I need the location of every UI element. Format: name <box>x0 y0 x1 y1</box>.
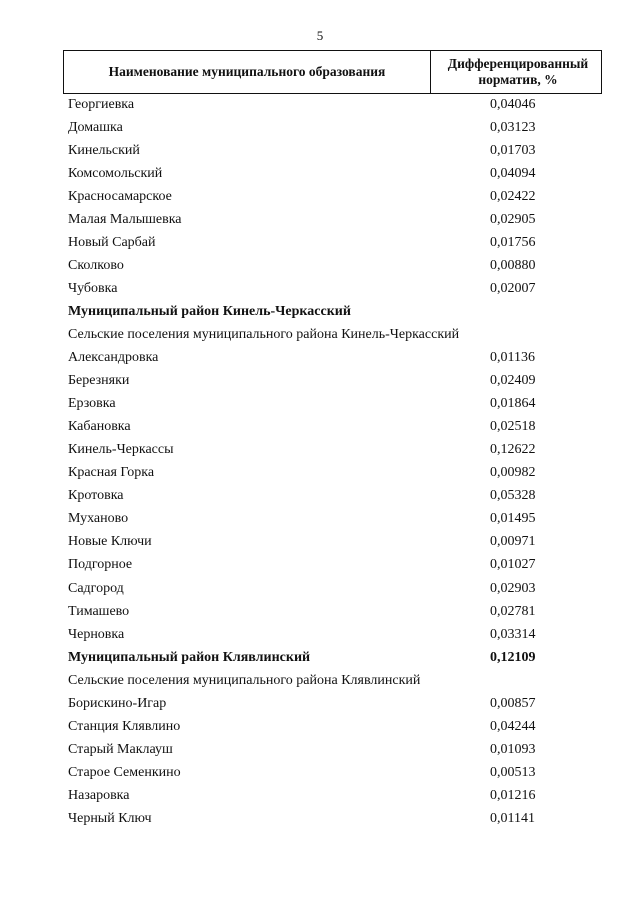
row-name: Тимашево <box>68 603 130 619</box>
header-normative-line2: норматив, % <box>478 72 558 87</box>
row-name: Кротовка <box>68 488 124 504</box>
row-name: Кинельский <box>68 142 140 158</box>
header-normative-line1: Дифференцированный <box>447 56 589 71</box>
row-value: 0,01216 <box>490 787 536 803</box>
row-value: 0,02903 <box>490 580 536 596</box>
table-row <box>68 508 608 531</box>
table-row <box>68 93 608 116</box>
row-name: Муниципальный район Кинель-Черкасский <box>68 303 351 319</box>
row-name: Комсомольский <box>68 165 163 181</box>
row-name: Старое Семенкино <box>68 764 181 780</box>
row-value: 0,12622 <box>490 442 536 458</box>
row-name: Красная Горка <box>68 465 155 481</box>
row-name: Красносамарское <box>68 188 172 204</box>
row-name: Александровка <box>68 350 159 366</box>
table-row <box>68 531 608 554</box>
row-value: 0,00982 <box>490 465 536 481</box>
row-name: Назаровка <box>68 787 130 803</box>
table-row <box>68 761 608 784</box>
row-value: 0,00857 <box>490 695 536 711</box>
header-municipality-name: Наименование муниципального образования <box>64 51 431 93</box>
row-value: 0,01756 <box>490 234 536 250</box>
row-name: Черный Ключ <box>68 810 152 826</box>
row-value: 0,01027 <box>490 557 536 573</box>
row-value: 0,01703 <box>490 142 536 158</box>
table-row <box>68 277 608 300</box>
table-header <box>63 50 602 94</box>
row-value: 0,03314 <box>490 626 536 642</box>
row-value: 0,03123 <box>490 119 536 135</box>
row-name: Старый Маклауш <box>68 741 173 757</box>
row-value: 0,02905 <box>490 211 536 227</box>
subheader-row <box>68 669 608 692</box>
table-row <box>68 623 608 646</box>
row-name: Малая Малышевка <box>68 211 182 227</box>
table-row <box>68 600 608 623</box>
row-name: Борискино-Игар <box>68 695 167 711</box>
row-name: Сельские поселения муниципального района Клявлинский <box>68 672 421 688</box>
row-name: Муниципальный район Клявлинский <box>68 649 311 665</box>
row-value: 0,02422 <box>490 188 536 204</box>
row-value: 0,02409 <box>490 373 536 389</box>
row-name: Березняки <box>68 373 130 389</box>
subheader-row <box>68 323 608 346</box>
row-name: Станция Клявлино <box>68 718 181 734</box>
district-row <box>68 646 608 669</box>
table-row <box>68 370 608 393</box>
row-value: 0,01864 <box>490 396 536 412</box>
row-value: 0,04094 <box>490 165 536 181</box>
page-number: 5 <box>316 28 324 43</box>
table-row <box>68 554 608 577</box>
row-name: Черновка <box>68 626 125 642</box>
row-name: Сколково <box>68 257 124 273</box>
header-normative <box>431 51 601 93</box>
table-row <box>68 784 608 807</box>
row-name: Новые Ключи <box>68 534 152 550</box>
row-name: Муханово <box>68 511 129 527</box>
table-row <box>68 162 608 185</box>
table-row <box>68 807 608 830</box>
row-name: Подгорное <box>68 557 133 573</box>
row-name: Кинель-Черкассы <box>68 442 174 458</box>
table-body <box>68 93 608 831</box>
table-row <box>68 139 608 162</box>
table-row <box>68 347 608 370</box>
table-row <box>68 185 608 208</box>
row-name: Новый Сарбай <box>68 234 156 250</box>
table-row <box>68 254 608 277</box>
row-value: 0,04244 <box>490 718 536 734</box>
row-name: Ерзовка <box>68 396 116 412</box>
table-row <box>68 485 608 508</box>
row-name: Кабановка <box>68 419 131 435</box>
table-row <box>68 738 608 761</box>
table-row <box>68 416 608 439</box>
table-row <box>68 692 608 715</box>
row-name: Георгиевка <box>68 96 135 112</box>
row-value: 0,02518 <box>490 419 536 435</box>
row-value: 0,00880 <box>490 257 536 273</box>
row-value: 0,02781 <box>490 603 536 619</box>
row-value: 0,00513 <box>490 764 536 780</box>
row-name: Чубовка <box>68 280 118 296</box>
table-row <box>68 577 608 600</box>
table-row <box>68 231 608 254</box>
row-name: Сельские поселения муниципального района Кинель-Черкасский <box>68 326 460 342</box>
table-row <box>68 208 608 231</box>
row-value: 0,04046 <box>490 96 536 112</box>
table-row <box>68 462 608 485</box>
row-name: Садгород <box>68 580 124 596</box>
row-value: 0,01141 <box>490 810 535 826</box>
row-value: 0,00971 <box>490 534 536 550</box>
district-row <box>68 300 608 323</box>
row-name: Домашка <box>68 119 123 135</box>
row-value: 0,01495 <box>490 511 536 527</box>
table-row <box>68 439 608 462</box>
table-row <box>68 715 608 738</box>
row-value: 0,05328 <box>490 488 536 504</box>
table-row <box>68 393 608 416</box>
row-value: 0,12109 <box>490 649 536 665</box>
row-value: 0,01136 <box>490 350 535 366</box>
table-row <box>68 116 608 139</box>
row-value: 0,02007 <box>490 280 536 296</box>
row-value: 0,01093 <box>490 741 536 757</box>
